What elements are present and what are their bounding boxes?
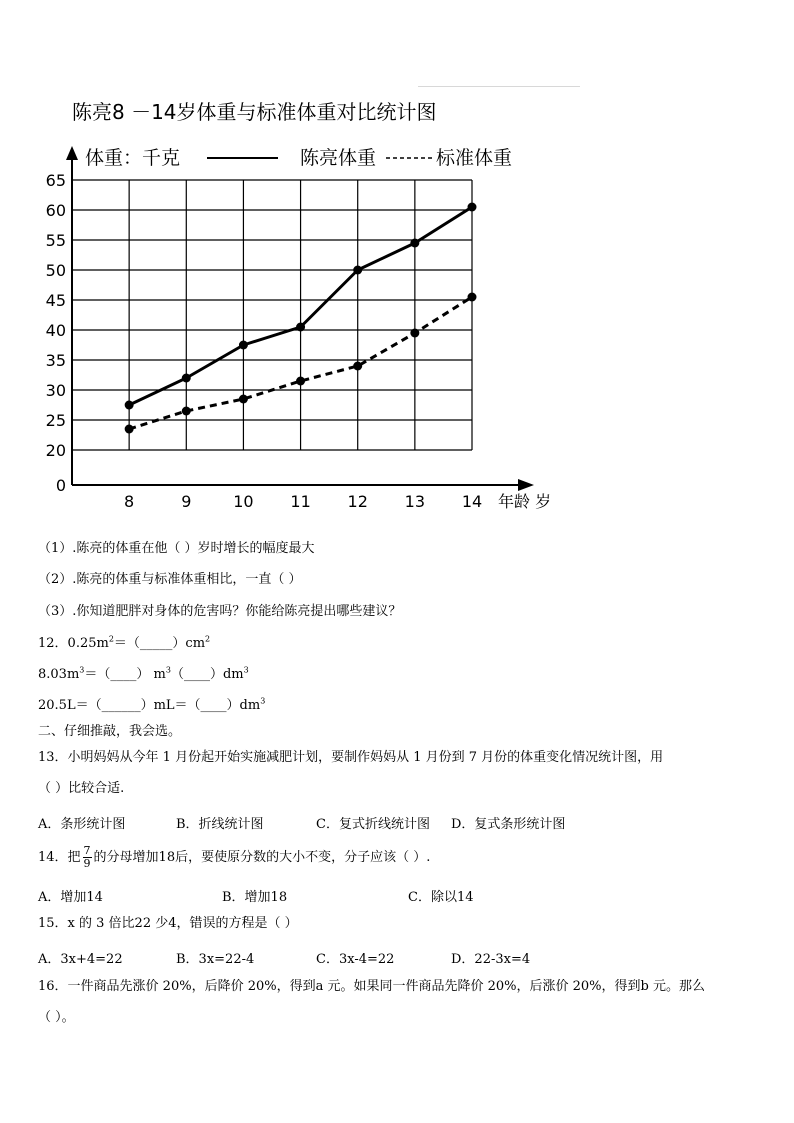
data-point <box>125 401 134 410</box>
question-14-option-c: C．除以14 <box>408 890 474 905</box>
section-2-heading: 二、仔细推敲，我会选。 <box>38 724 182 739</box>
y-tick-label: 20 <box>45 441 66 460</box>
question-16-line1: 16．一件商品先涨价 20%，后降价 20%，得到a 元。如果同一件商品先降价 20%，后涨价 20%，得到b 元。那么 <box>38 979 705 994</box>
y-tick-label: 60 <box>45 201 66 220</box>
question-1-1: （1）.陈亮的体重在他（ ）岁时增长的幅度最大 <box>38 541 315 556</box>
y-tick-label: 35 <box>45 351 66 370</box>
question-14-option-b: B．增加18 <box>222 890 288 905</box>
data-point <box>353 362 362 371</box>
question-15-option-b: B．3x=22-4 <box>176 952 255 967</box>
x-tick-label: 9 <box>181 492 192 511</box>
y-tick-label: 0 <box>55 476 66 495</box>
x-tick-label: 8 <box>124 492 135 511</box>
x-tick-label: 10 <box>233 492 254 511</box>
fraction: $\frac{7}{9}$ <box>83 844 91 871</box>
question-12-b: $8.03m^3=(\_\_\_\_)$ $m^3(\_\_\_\_)dm^3$ <box>38 665 249 682</box>
question-15-option-d: D．22-3x=4 <box>451 952 531 967</box>
line-chart <box>0 0 794 560</box>
question-14: 14．把 $\frac{7}{9}$ 的分母增加18后，要使原分数的大小不变，分子应该（ ）. <box>38 844 431 871</box>
data-point <box>182 407 191 416</box>
y-axis-arrow <box>66 146 78 160</box>
data-point <box>239 395 248 404</box>
y-tick-label: 40 <box>45 321 66 340</box>
data-point <box>239 341 248 350</box>
x-tick-label: 12 <box>347 492 368 511</box>
question-1-2: （2）.陈亮的体重与标准体重相比，一直（ ） <box>38 572 302 587</box>
question-13-line2: （ ）比较合适. <box>38 781 125 796</box>
question-15-option-c: C．3x-4=22 <box>316 952 395 967</box>
data-point <box>182 374 191 383</box>
data-point <box>125 425 134 434</box>
y-tick-label: 55 <box>45 231 66 250</box>
question-1-3: （3）.你知道肥胖对身体的危害吗？你能给陈亮提出哪些建议？ <box>38 604 402 619</box>
question-13-option-b: B．折线统计图 <box>176 817 264 832</box>
data-point <box>296 323 305 332</box>
question-13-option-c: C．复式折线统计图 <box>316 817 430 832</box>
question-13-option-a: A．条形统计图 <box>38 817 126 832</box>
y-tick-label: 30 <box>45 381 66 400</box>
y-tick-label: 65 <box>45 171 66 190</box>
chart-grid <box>72 180 472 450</box>
x-tick-label: 13 <box>404 492 426 511</box>
question-13-line1: 13．小明妈妈从今年 1 月份起开始实施减肥计划，要制作妈妈从 1 月份到 7 月份的体重变化情况统计图，用 <box>38 750 664 765</box>
y-axis-label: 体重：千克 <box>85 147 181 169</box>
data-point <box>468 203 477 212</box>
question-12-c: $20.5L=(\_\_\_\_\_\_)mL=(\_\_\_\_)dm^3$ <box>38 696 266 713</box>
y-tick-label: 25 <box>45 411 66 430</box>
x-tick-label: 14 <box>461 492 483 511</box>
legend-label-2: 标准体重 <box>436 147 513 169</box>
question-12-a: 12．$0.25m^2=(\_\_\_\_\_)cm^2$ <box>38 634 211 651</box>
y-tick-label: 50 <box>45 261 66 280</box>
data-point <box>468 293 477 302</box>
data-point <box>410 239 419 248</box>
chart-ticks <box>46 171 551 511</box>
question-16-line2: （ ）。 <box>38 1010 75 1025</box>
data-point <box>353 266 362 275</box>
question-15-option-a: A．3x+4=22 <box>38 952 123 967</box>
chart-title: 陈亮8 －14岁体重与标准体重对比统计图 <box>72 100 437 124</box>
question-15: 15．x 的 3 倍比22 少4，错误的方程是（ ） <box>38 916 298 931</box>
x-axis-label: 年龄 岁 <box>498 492 552 511</box>
data-point <box>410 329 419 338</box>
x-axis-arrow <box>518 479 534 491</box>
data-point <box>296 377 305 386</box>
legend-label-1: 陈亮体重 <box>300 147 377 169</box>
question-14-option-a: A．增加14 <box>38 890 103 905</box>
question-13-option-d: D．复式条形统计图 <box>451 817 566 832</box>
x-tick-label: 11 <box>290 492 311 511</box>
y-tick-label: 45 <box>45 291 66 310</box>
chart-legend <box>85 147 512 169</box>
